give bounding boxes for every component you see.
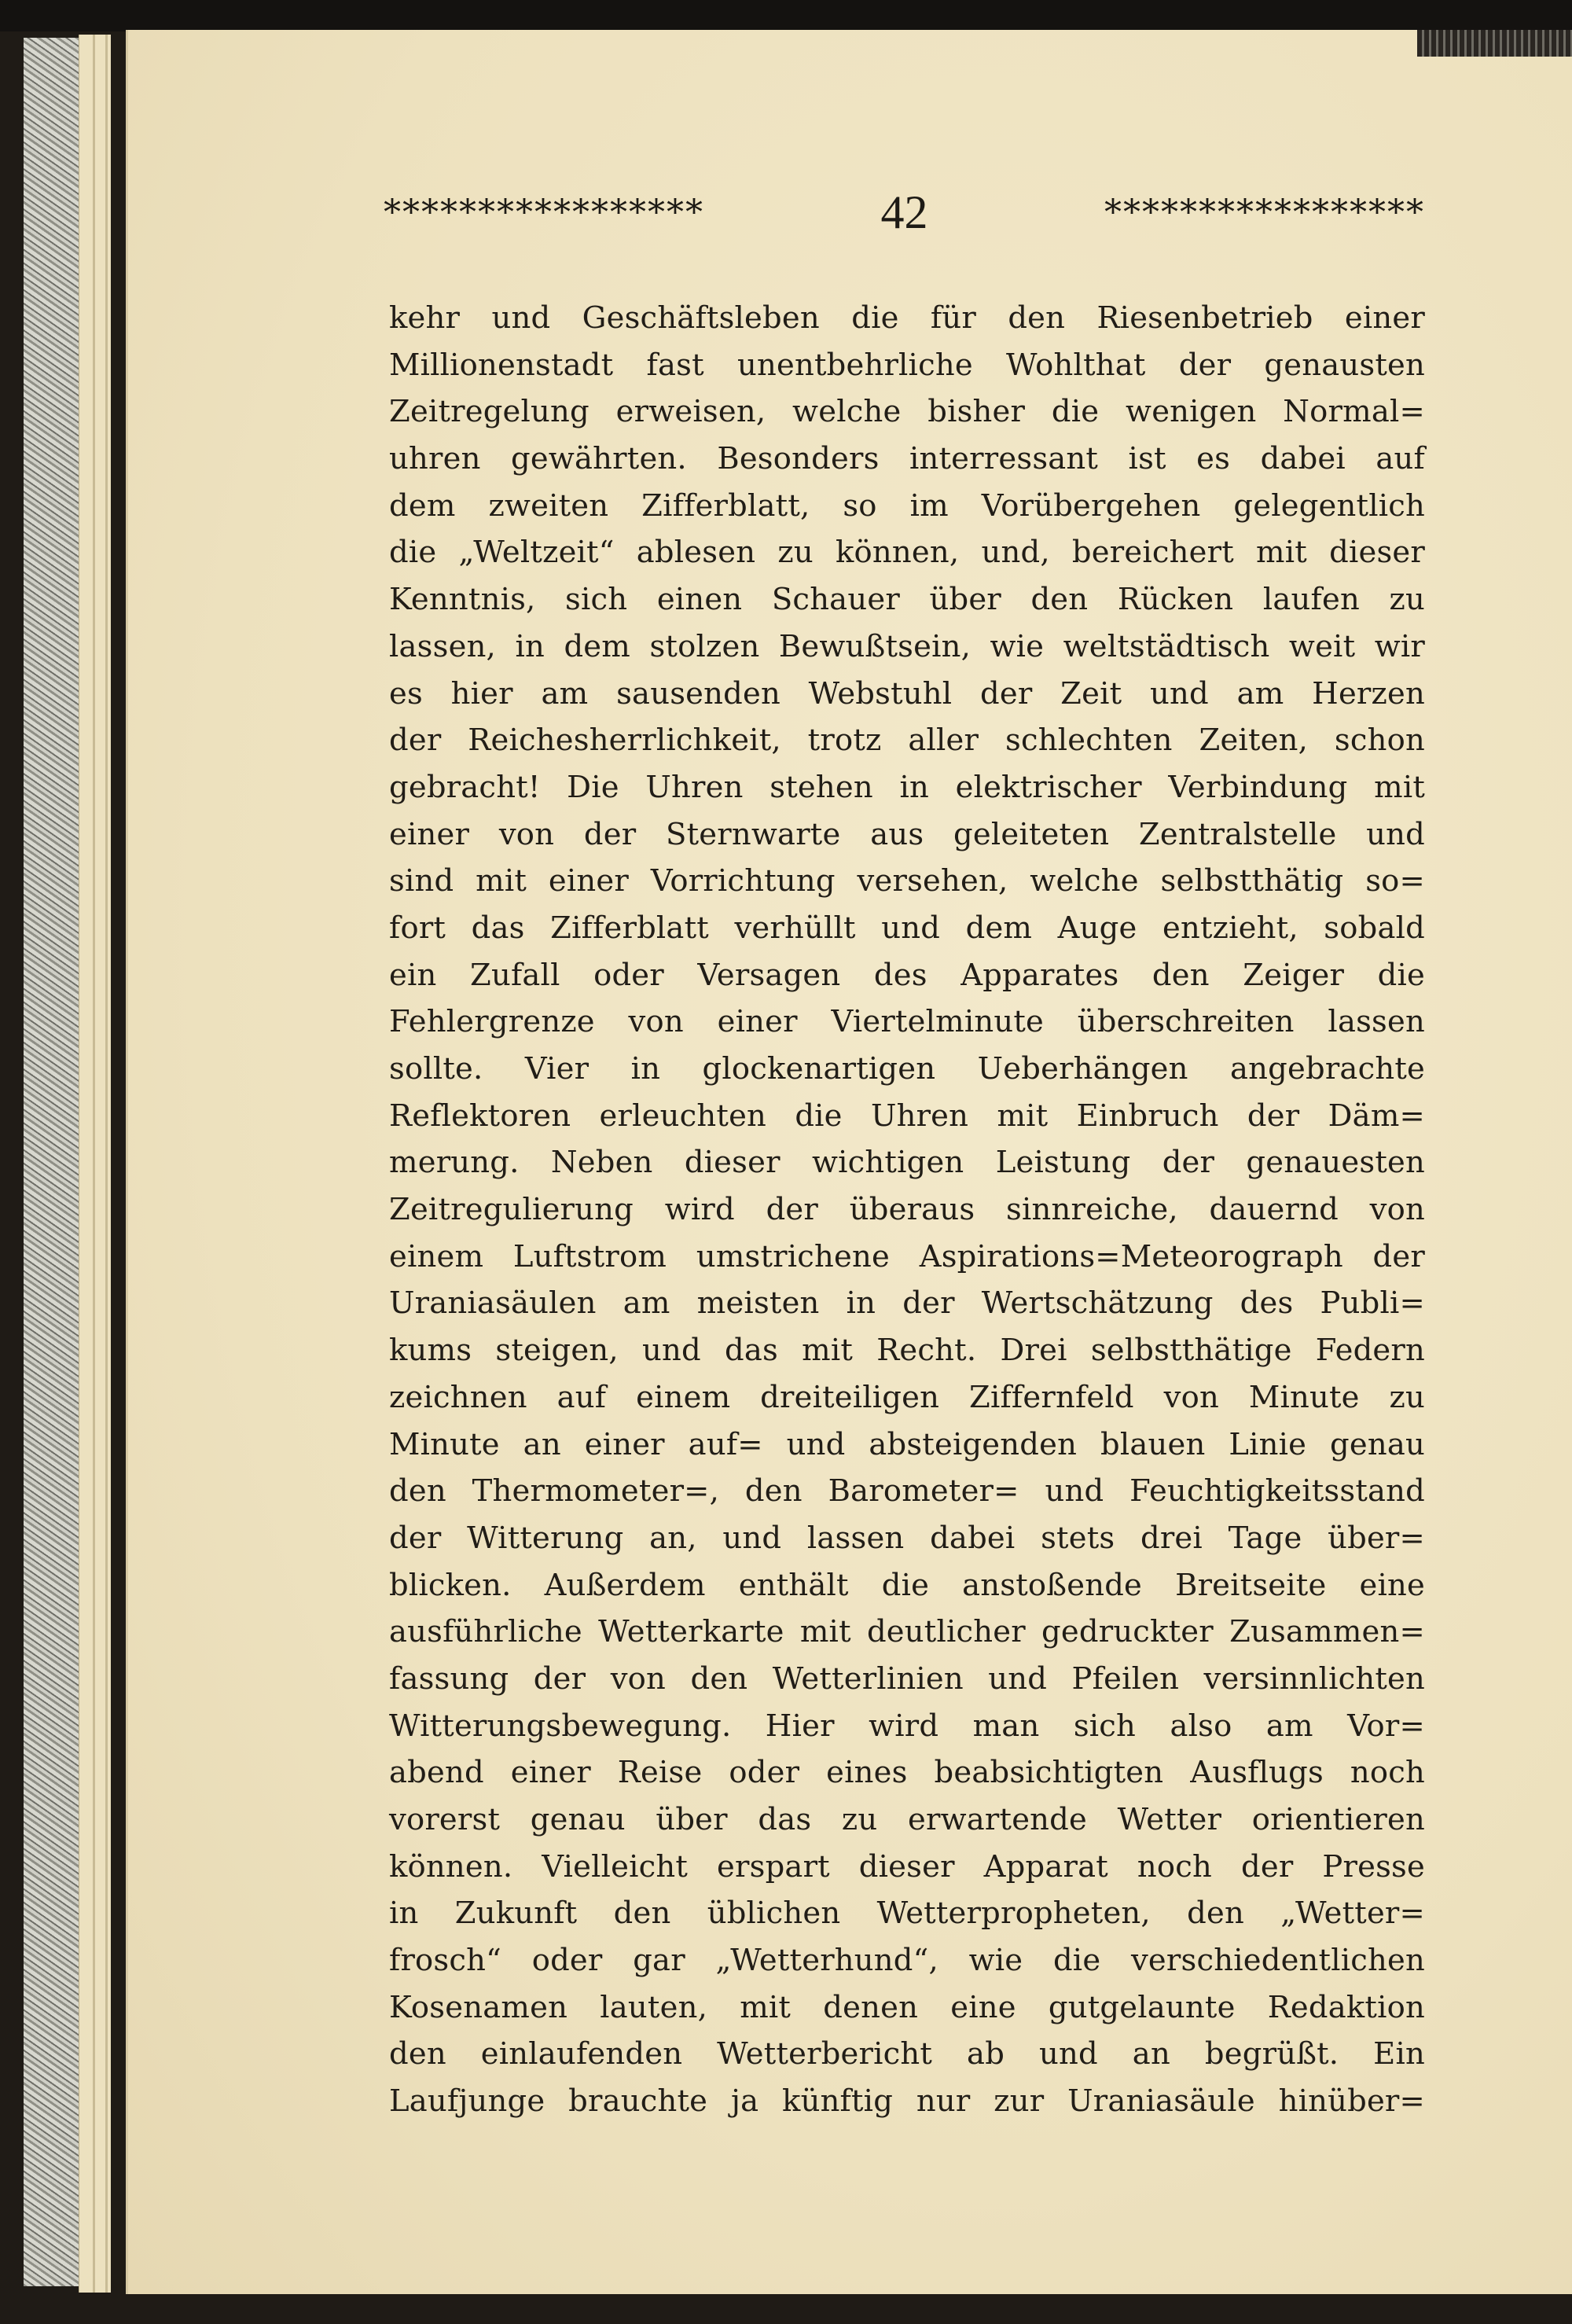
text-line: ein Zufall oder Versagen des Apparates den Zeiger die: [389, 957, 1425, 993]
text-line: dem zweiten Zifferblatt, so im Vorübergehen gelegentlich: [389, 487, 1425, 524]
header-stars-right: *****************: [1104, 192, 1425, 233]
text-line: es hier am sausenden Webstuhl der Zeit und am Herzen: [389, 675, 1425, 712]
text-line: einer von der Sternwarte aus geleiteten Zentralstelle und: [389, 816, 1425, 852]
text-line: fassung der von den Wetterlinien und Pfeilen versinnlichten: [389, 1660, 1425, 1697]
marbled-book-edge: [24, 38, 80, 2286]
text-line: merung. Neben dieser wichtigen Leistung der genauesten: [389, 1145, 1425, 1181]
text-line: Zeitregelung erweisen, welche bisher die wenigen Normal=: [389, 394, 1425, 430]
text-line: kums steigen, und das mit Recht. Drei selbstthätige Federn: [389, 1333, 1425, 1369]
text-line: frosch“ oder gar „Wetterhund“, wie die verschiedentlichen: [389, 1943, 1425, 1979]
text-line: können. Vielleicht erspart dieser Apparat noch der Presse: [389, 1848, 1425, 1885]
page-number: 42: [880, 186, 928, 238]
text-line: der Witterung an, und lassen dabei stets drei Tage über=: [389, 1520, 1425, 1556]
text-line: kehr und Geschäftsleben die für den Riesenbetrieb einer: [389, 300, 1425, 336]
text-line: lassen, in dem stolzen Bewußtsein, wie weltstädtisch weit wir: [389, 628, 1425, 664]
text-line: Millionenstadt fast unentbehrliche Wohlthat der genausten: [389, 347, 1425, 383]
text-line: Laufjunge brauchte ja künftig nur zur Uraniasäule hinüber=: [389, 2083, 1425, 2120]
text-line: den Thermometer=, den Barometer= und Feuchtigkeitsstand: [389, 1473, 1425, 1509]
running-header: [384, 181, 1425, 244]
text-line: einem Luftstrom umstrichene Aspirations=Meteorograph der: [389, 1238, 1425, 1274]
header-stars-left: *****************: [384, 192, 704, 233]
text-line: zeichnen auf einem dreiteiligen Ziffernfeld von Minute zu: [389, 1379, 1425, 1415]
text-line: den einlaufenden Wetterbericht ab und an begrüßt. Ein: [389, 2036, 1425, 2072]
text-line: sollte. Vier in glockenartigen Ueberhängen angebrachte: [389, 1051, 1425, 1087]
text-line: Uraniasäulen am meisten in der Wertschätzung des Publi=: [389, 1285, 1425, 1322]
text-line: Zeitregulierung wird der überaus sinnreiche, dauernd von: [389, 1192, 1425, 1228]
page-stack-line: [105, 35, 108, 2293]
scan-corner-border: [1417, 30, 1572, 57]
text-line: der Reichesherrlichkeit, trotz aller schlechten Zeiten, schon: [389, 723, 1425, 759]
text-line: Reflektoren erleuchten die Uhren mit Einbruch der Däm=: [389, 1098, 1425, 1134]
text-line: gebracht! Die Uhren stehen in elektrischer Verbindung mit: [389, 769, 1425, 805]
text-line: abend einer Reise oder eines beabsichtigten Ausflugs noch: [389, 1755, 1425, 1791]
text-line: fort das Zifferblatt verhüllt und dem Auge entzieht, sobald: [389, 910, 1425, 946]
text-line: blicken. Außerdem enthält die anstoßende Breitseite eine: [389, 1567, 1425, 1603]
text-line: Kosenamen lauten, mit denen eine gutgelaunte Redaktion: [389, 1989, 1425, 2025]
text-line: uhren gewährten. Besonders interressant ist es dabei auf: [389, 441, 1425, 477]
text-line: Kenntnis, sich einen Schauer über den Rücken laufen zu: [389, 582, 1425, 618]
text-line: sind mit einer Vorrichtung versehen, welche selbstthätig so=: [389, 863, 1425, 899]
scan-top-shadow: [0, 0, 1572, 31]
page-stack-line: [93, 35, 95, 2293]
text-line: Minute an einer auf= und absteigenden blauen Linie genau: [389, 1426, 1425, 1462]
body-text: [389, 295, 1425, 2125]
text-line: ausführliche Wetterkarte mit deutlicher gedruckter Zusammen=: [389, 1614, 1425, 1650]
text-line: in Zukunft den üblichen Wetterpropheten, den „Wetter=: [389, 1896, 1425, 1932]
text-line: Witterungsbewegung. Hier wird man sich also am Vor=: [389, 1708, 1425, 1744]
text-line: vorerst genau über das zu erwartende Wetter orientieren: [389, 1802, 1425, 1837]
text-line: Fehlergrenze von einer Viertelminute überschreiten lassen: [389, 1004, 1425, 1040]
text-line: die „Weltzeit“ ablesen zu können, und, bereichert mit dieser: [389, 535, 1425, 571]
